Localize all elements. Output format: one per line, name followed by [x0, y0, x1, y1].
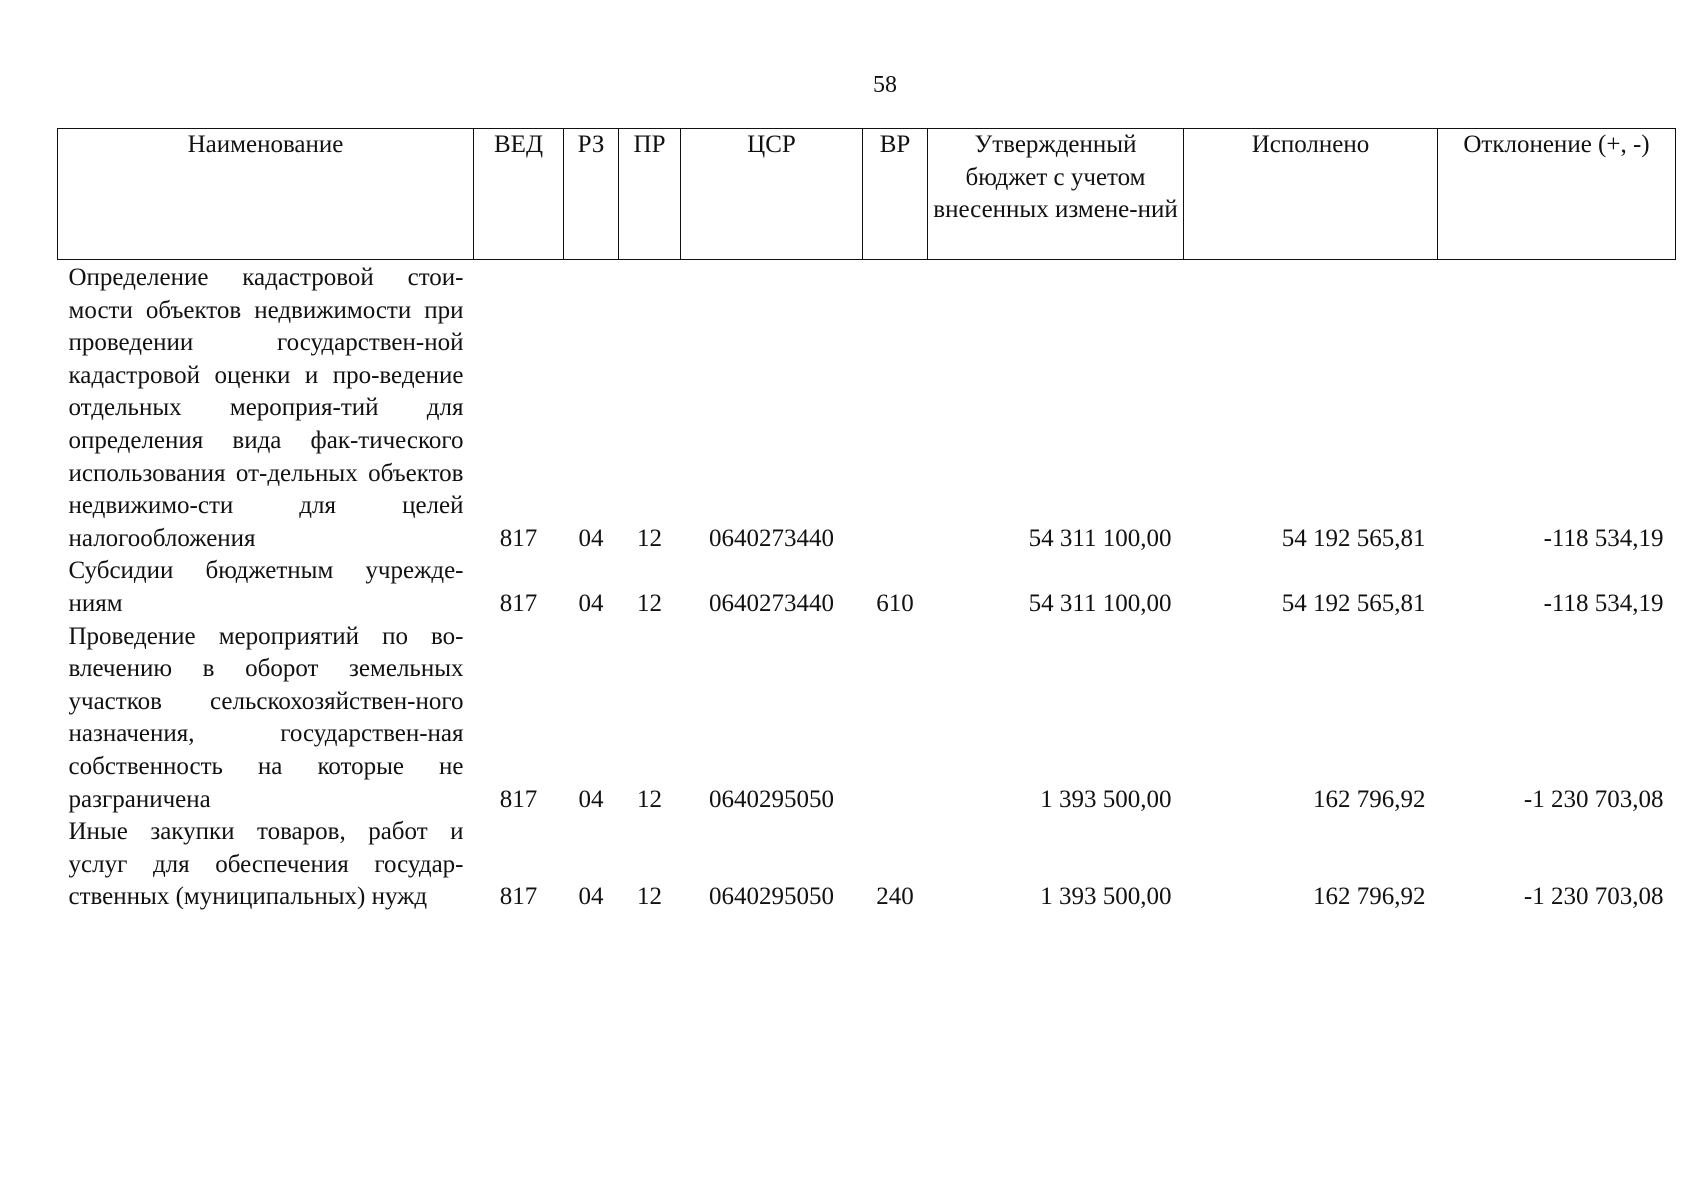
- row-name: Субсидии бюджетным учрежде-ниям: [68, 557, 464, 617]
- row-approved: 54 311 100,00: [1028, 589, 1172, 617]
- row-executed: 162 796,92: [1313, 785, 1426, 813]
- row-ved: 817: [499, 785, 538, 813]
- row-vr: 610: [876, 589, 914, 617]
- row-pr: 12: [637, 589, 662, 617]
- table-header: [58, 129, 1676, 260]
- header-vr: ВР: [863, 129, 928, 260]
- header-name: Наименование: [58, 129, 474, 260]
- row-vr: [863, 260, 928, 556]
- row-rz: 04: [578, 524, 604, 552]
- table-row: [58, 621, 1676, 817]
- table-row: [58, 816, 1676, 914]
- row-executed: 54 192 565,81: [1281, 524, 1426, 552]
- table-row: [58, 555, 1676, 620]
- row-pr: 12: [637, 524, 662, 552]
- header-row: [58, 129, 1676, 260]
- row-approved: 1 393 500,00: [1040, 883, 1172, 911]
- row-csr: 0640273440: [709, 589, 834, 617]
- row-approved: 1 393 500,00: [1040, 785, 1172, 813]
- row-csr: 0640273440: [709, 524, 834, 552]
- row-ved: 817: [499, 883, 538, 911]
- header-deviation: Отклонение (+, -): [1438, 129, 1676, 260]
- row-deviation: -1 230 703,08: [1523, 883, 1664, 911]
- row-ved: 817: [499, 589, 538, 617]
- row-pr: 12: [637, 883, 662, 911]
- row-name: Проведение мероприятий по во-влечению в оборот земельных участков сельскохозяйствен-ного назначения, государствен-ная собственность на которые не разграничена: [68, 622, 464, 813]
- row-deviation: -118 534,19: [1543, 524, 1664, 552]
- row-pr: 12: [637, 785, 662, 813]
- budget-table: [57, 128, 1676, 914]
- header-pr: ПР: [619, 129, 681, 260]
- row-vr: 240: [876, 883, 914, 911]
- row-deviation: -118 534,19: [1543, 589, 1664, 617]
- row-executed: 54 192 565,81: [1281, 589, 1426, 617]
- row-rz: 04: [578, 883, 604, 911]
- row-executed: 162 796,92: [1313, 883, 1426, 911]
- row-name: Иные закупки товаров, работ и услуг для обеспечения государ-ственных (муниципальных) нужд: [68, 818, 464, 911]
- table-body: [58, 260, 1676, 914]
- header-ved: ВЕД: [474, 129, 564, 260]
- table-row: [58, 260, 1676, 556]
- row-approved: 54 311 100,00: [1028, 524, 1172, 552]
- row-name: Определение кадастровой стои-мости объектов недвижимости при проведении государствен-ной кадастровой оценки и про-ведение отдельных мероприя-тий для определения вида фак-тического использования от-дельных объектов недвижимо-сти для целей налогообложения: [68, 264, 464, 552]
- header-csr: ЦСР: [681, 129, 863, 260]
- row-csr: 0640295050: [709, 785, 834, 813]
- row-csr: 0640295050: [709, 883, 834, 911]
- row-rz: 04: [578, 785, 604, 813]
- row-vr: [863, 621, 928, 817]
- header-approved: Утвержденный бюджет с учетом внесенных измене-ний: [928, 129, 1184, 260]
- header-rz: РЗ: [564, 129, 619, 260]
- row-ved: 817: [499, 524, 538, 552]
- row-rz: 04: [578, 589, 604, 617]
- header-executed: Исполнено: [1184, 129, 1438, 260]
- row-deviation: -1 230 703,08: [1523, 785, 1664, 813]
- page-number: 58: [873, 72, 897, 98]
